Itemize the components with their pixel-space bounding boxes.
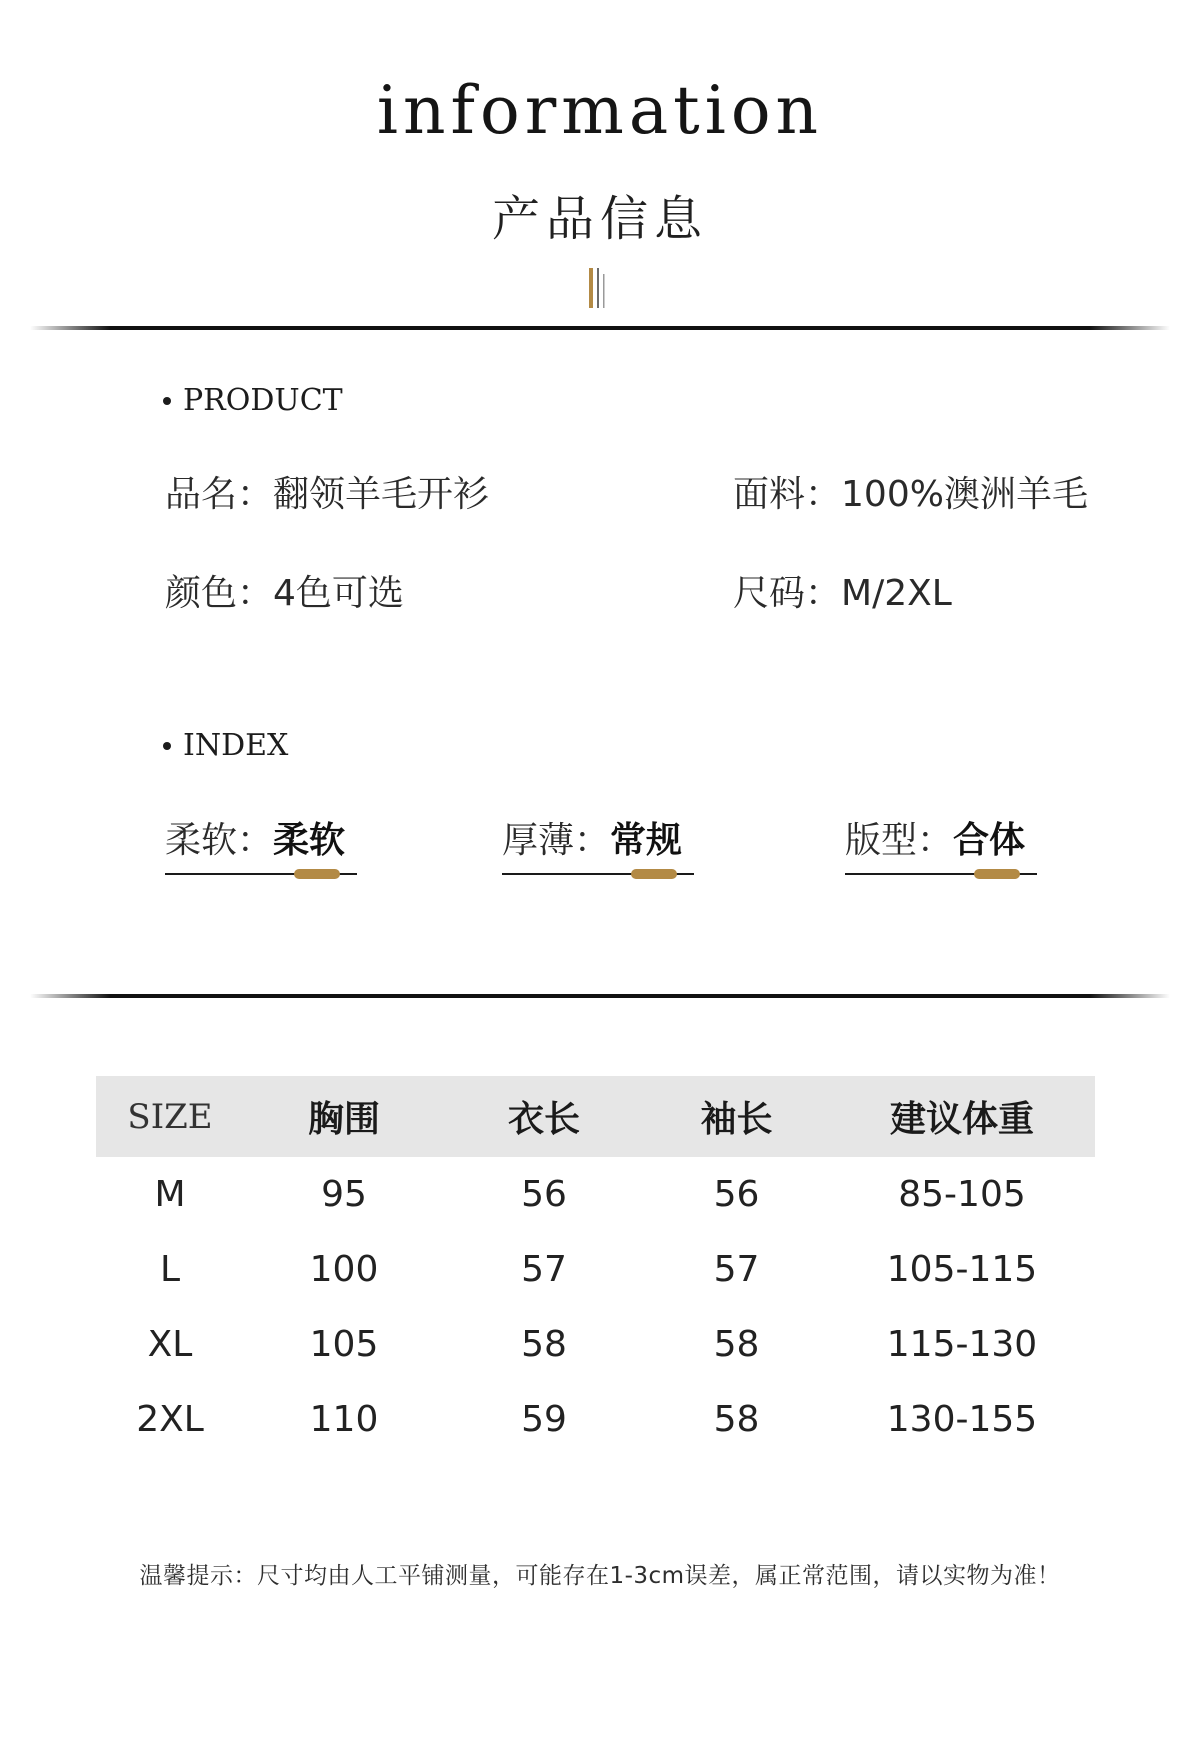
table-cell: 105-115 [886, 1249, 1038, 1290]
index-thickness-value: 常规 [610, 820, 683, 861]
table-cell: 56 [713, 1174, 760, 1215]
table-cell: 130-155 [886, 1399, 1038, 1440]
table-row [96, 1232, 1095, 1307]
index-fit-label: 版型 ： [845, 820, 953, 861]
bullet-dot-icon [163, 742, 171, 750]
product-size-value: M/2XL [841, 573, 952, 614]
table-header-cell: 胸围 [307, 1099, 380, 1140]
index-section-heading [163, 728, 288, 763]
measurement-note: 温馨提示：尺寸均由人工平铺测量，可能存在1-3cm误差，属正常范围，请以实物为准！ [139, 1563, 1061, 1589]
table-cell: 57 [521, 1249, 567, 1290]
product-fabric-field [733, 466, 1088, 517]
product-name-field [165, 466, 489, 517]
product-fabric-value: 100%澳洲羊毛 [841, 474, 1088, 515]
page-title-en: information [376, 72, 824, 149]
index-thickness-marker [631, 869, 677, 879]
table-cell: L [159, 1249, 181, 1290]
table-cell: 85-105 [898, 1174, 1026, 1215]
size-table-header [96, 1076, 1095, 1157]
product-name-value: 翻领羊毛开衫 [273, 474, 490, 515]
index-fit [845, 812, 1045, 863]
product-fabric-label: 面料 ： [733, 474, 841, 515]
table-cell: 110 [309, 1399, 379, 1440]
product-section-heading [163, 383, 343, 418]
table-row [96, 1157, 1095, 1232]
page-title-zh: 产品信息 [491, 191, 708, 247]
index-thickness-label: 厚薄 ： [502, 820, 610, 861]
table-cell: 95 [321, 1174, 367, 1215]
table-cell: 59 [521, 1399, 567, 1440]
index-softness-label: 柔软 ： [165, 820, 273, 861]
table-cell: 57 [713, 1249, 760, 1290]
product-color-label: 颜色 ： [165, 573, 273, 614]
table-cell: 2XL [136, 1399, 204, 1440]
table-row [96, 1382, 1095, 1457]
table-cell: 100 [309, 1249, 379, 1290]
table-cell: 58 [713, 1324, 760, 1365]
bullet-dot-icon [163, 397, 171, 405]
size-table [96, 1076, 1095, 1457]
vertical-bars-ornament-icon [586, 268, 612, 308]
product-name-label: 品名 ： [165, 474, 273, 515]
index-fit-value: 合体 [953, 820, 1026, 861]
index-thickness [502, 812, 702, 863]
product-heading-label: PRODUCT [183, 383, 343, 418]
table-cell: XL [147, 1324, 193, 1365]
table-cell: 56 [521, 1174, 567, 1215]
table-header-cell: 建议体重 [889, 1099, 1034, 1140]
table-header-cell: 袖长 [700, 1099, 773, 1140]
index-softness-marker [294, 869, 340, 879]
index-heading-label: INDEX [183, 728, 289, 763]
index-softness-value: 柔软 [273, 820, 346, 861]
product-size-field [733, 565, 952, 616]
index-softness [165, 812, 365, 863]
table-cell: 58 [713, 1399, 760, 1440]
table-row [96, 1307, 1095, 1382]
table-cell: 105 [309, 1324, 379, 1365]
product-size-label: 尺码 ： [733, 573, 841, 614]
table-cell: 115-130 [886, 1324, 1038, 1365]
table-header-cell: 衣长 [507, 1099, 580, 1140]
index-fit-marker [974, 869, 1020, 879]
section-divider-middle [30, 994, 1170, 998]
product-color-value: 4色可选 [273, 573, 404, 614]
section-divider-top [30, 326, 1170, 330]
table-header-cell: SIZE [127, 1096, 213, 1137]
table-cell: 58 [521, 1324, 567, 1365]
table-cell: M [154, 1174, 186, 1215]
product-color-field [165, 565, 404, 616]
